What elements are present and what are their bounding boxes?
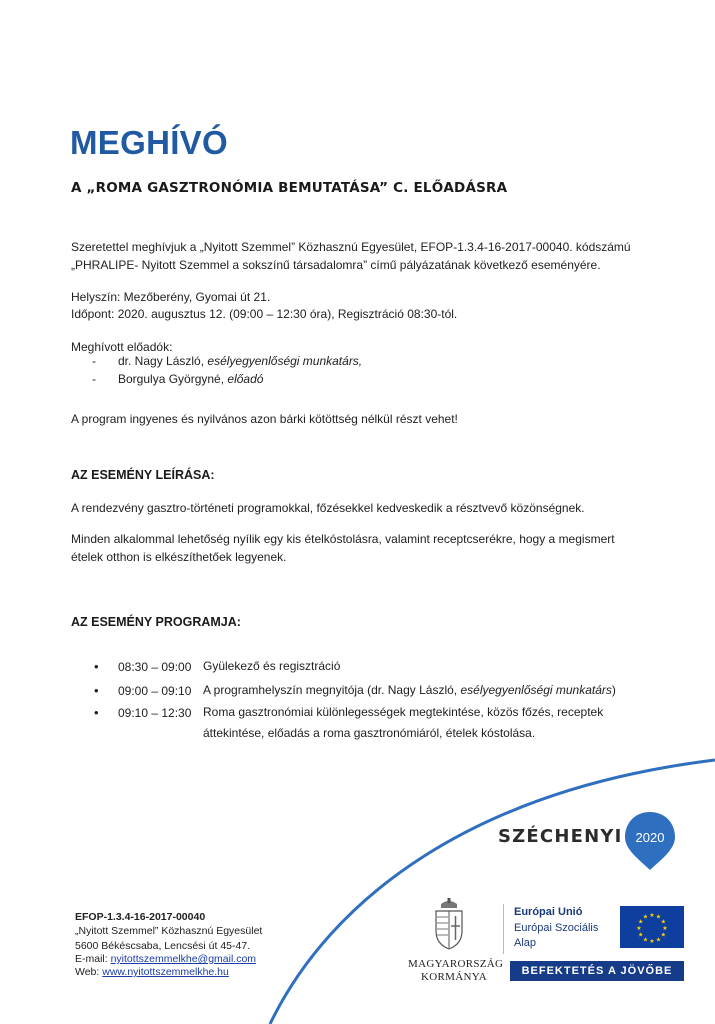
eu-star-icon: ★ [655,914,662,921]
eu-star-icon: ★ [636,926,642,932]
page-subtitle: A „ROMA GASZTRONÓMIA BEMUTATÁSA” C. ELŐADÁSRA [71,180,508,196]
description-p2-line1: Minden alkalommal lehetőség nyílik egy kis ételkóstolásra, valamint receptcserékre, hogy a megismert [71,532,615,546]
szechenyi-logo-text: SZÉCHENYI [498,826,623,847]
footer-web-row [75,966,229,979]
footer-address: 5600 Békéscsaba, Lencsési út 45-47. [75,940,251,952]
investment-banner: BEFEKTETÉS A JÖVŐBE [510,961,684,981]
eu-star-icon: ★ [662,926,668,932]
eu-star-icon: ★ [642,937,649,944]
eu-star-icon: ★ [638,919,644,926]
bullet-icon: • [94,683,99,698]
speakers-heading: Meghívott előadók: [71,340,173,354]
program-text-line1: Roma gasztronómiai különlegességek megtekintése, közös főzés, receptek [203,705,604,719]
eu-star-icon: ★ [642,914,649,921]
speaker-dash: - [92,354,96,368]
program-text-main: A programhelyszín megnyitója (dr. Nagy László, [203,683,461,697]
szechenyi-year: 2020 [635,830,665,845]
program-text-line2: áttekintése, előadás a roma gasztronómiáról, ételek kóstolása. [203,726,536,740]
eu-star-icon: ★ [655,937,662,944]
hungarian-crest-icon [432,898,466,950]
gov-label-line1: MAGYARORSZÁG [408,958,504,970]
logo-divider [503,904,504,954]
speaker-name: Borgulya Györgyné, [118,372,228,386]
program-heading: AZ ESEMÉNY PROGRAMJA: [71,615,241,629]
eu-star-icon: ★ [660,919,666,926]
footer-email-label: E-mail: [75,953,111,965]
time-text: Időpont: 2020. augusztus 12. (09:00 – 12:30 óra), Regisztráció 08:30-tól. [71,307,458,321]
bullet-icon: • [94,659,99,674]
eu-star-icon: ★ [660,932,666,939]
footer-project-code: EFOP-1.3.4-16-2017-00040 [75,911,206,923]
eu-star-icon: ★ [649,939,655,945]
eu-star-icon: ★ [649,913,655,919]
program-time: 09:00 – 09:10 [118,684,192,698]
eu-stars [620,906,684,948]
speaker-role: előadó [227,372,264,386]
footer-web-link[interactable]: www.nyitottszemmelkhe.hu [102,966,229,978]
description-p1: A rendezvény gasztro-történeti programokkal, főzésekkel kedveskedik a résztvevő közönségnek. [71,501,585,515]
free-note: A program ingyenes és nyilvános azon bárki kötöttség nélkül részt vehet! [71,412,458,426]
footer-web-label: Web: [75,966,103,978]
gov-label-line2: KORMÁNYA [421,971,487,983]
intro-line-1: Szeretettel meghívjuk a „Nyitott Szemmel” Közhasznú Egyesület, EFOP-1.3.4-16-2017-00040. kódszámú [71,240,631,254]
speaker-name: dr. Nagy László, [118,354,208,368]
intro-line-2: „PHRALIPE- Nyitott Szemmel a sokszínű társadalomra” című pályázatának következő eseményére. [71,258,601,272]
program-text-main: Gyülekező és regisztráció [203,659,341,673]
bullet-icon: • [94,705,99,720]
venue-text: Helyszín: Mezőberény, Gyomai út 21. [71,290,271,304]
page-title: MEGHÍVÓ [70,124,228,161]
speaker-role: esélyegyenlőségi munkatárs, [207,354,363,368]
description-heading: AZ ESEMÉNY LEÍRÁSA: [71,468,215,482]
eu-label-line2: Európai Szociális [514,922,599,934]
footer-email-row [75,953,256,966]
eu-flag-icon [620,906,684,948]
eu-label-line1: Európai Unió [514,906,583,918]
szechenyi-pin-icon [622,808,678,872]
footer-org: „Nyitott Szemmel” Közhasznú Egyesület [75,925,263,937]
eu-star-icon: ★ [638,932,644,939]
program-text-italic: esélyegyenlőségi munkatárs [460,683,612,697]
program-time: 09:10 – 12:30 [118,706,192,720]
footer-email-link[interactable]: nyitottszemmelkhe@gmail.com [110,953,257,965]
speaker-dash: - [92,372,96,386]
program-text-end: ) [611,683,616,697]
eu-label-line3: Alap [514,937,537,949]
program-time: 08:30 – 09:00 [118,660,192,674]
description-p2-line2: ételek otthon is elkészíthetőek legyenek. [71,550,287,564]
